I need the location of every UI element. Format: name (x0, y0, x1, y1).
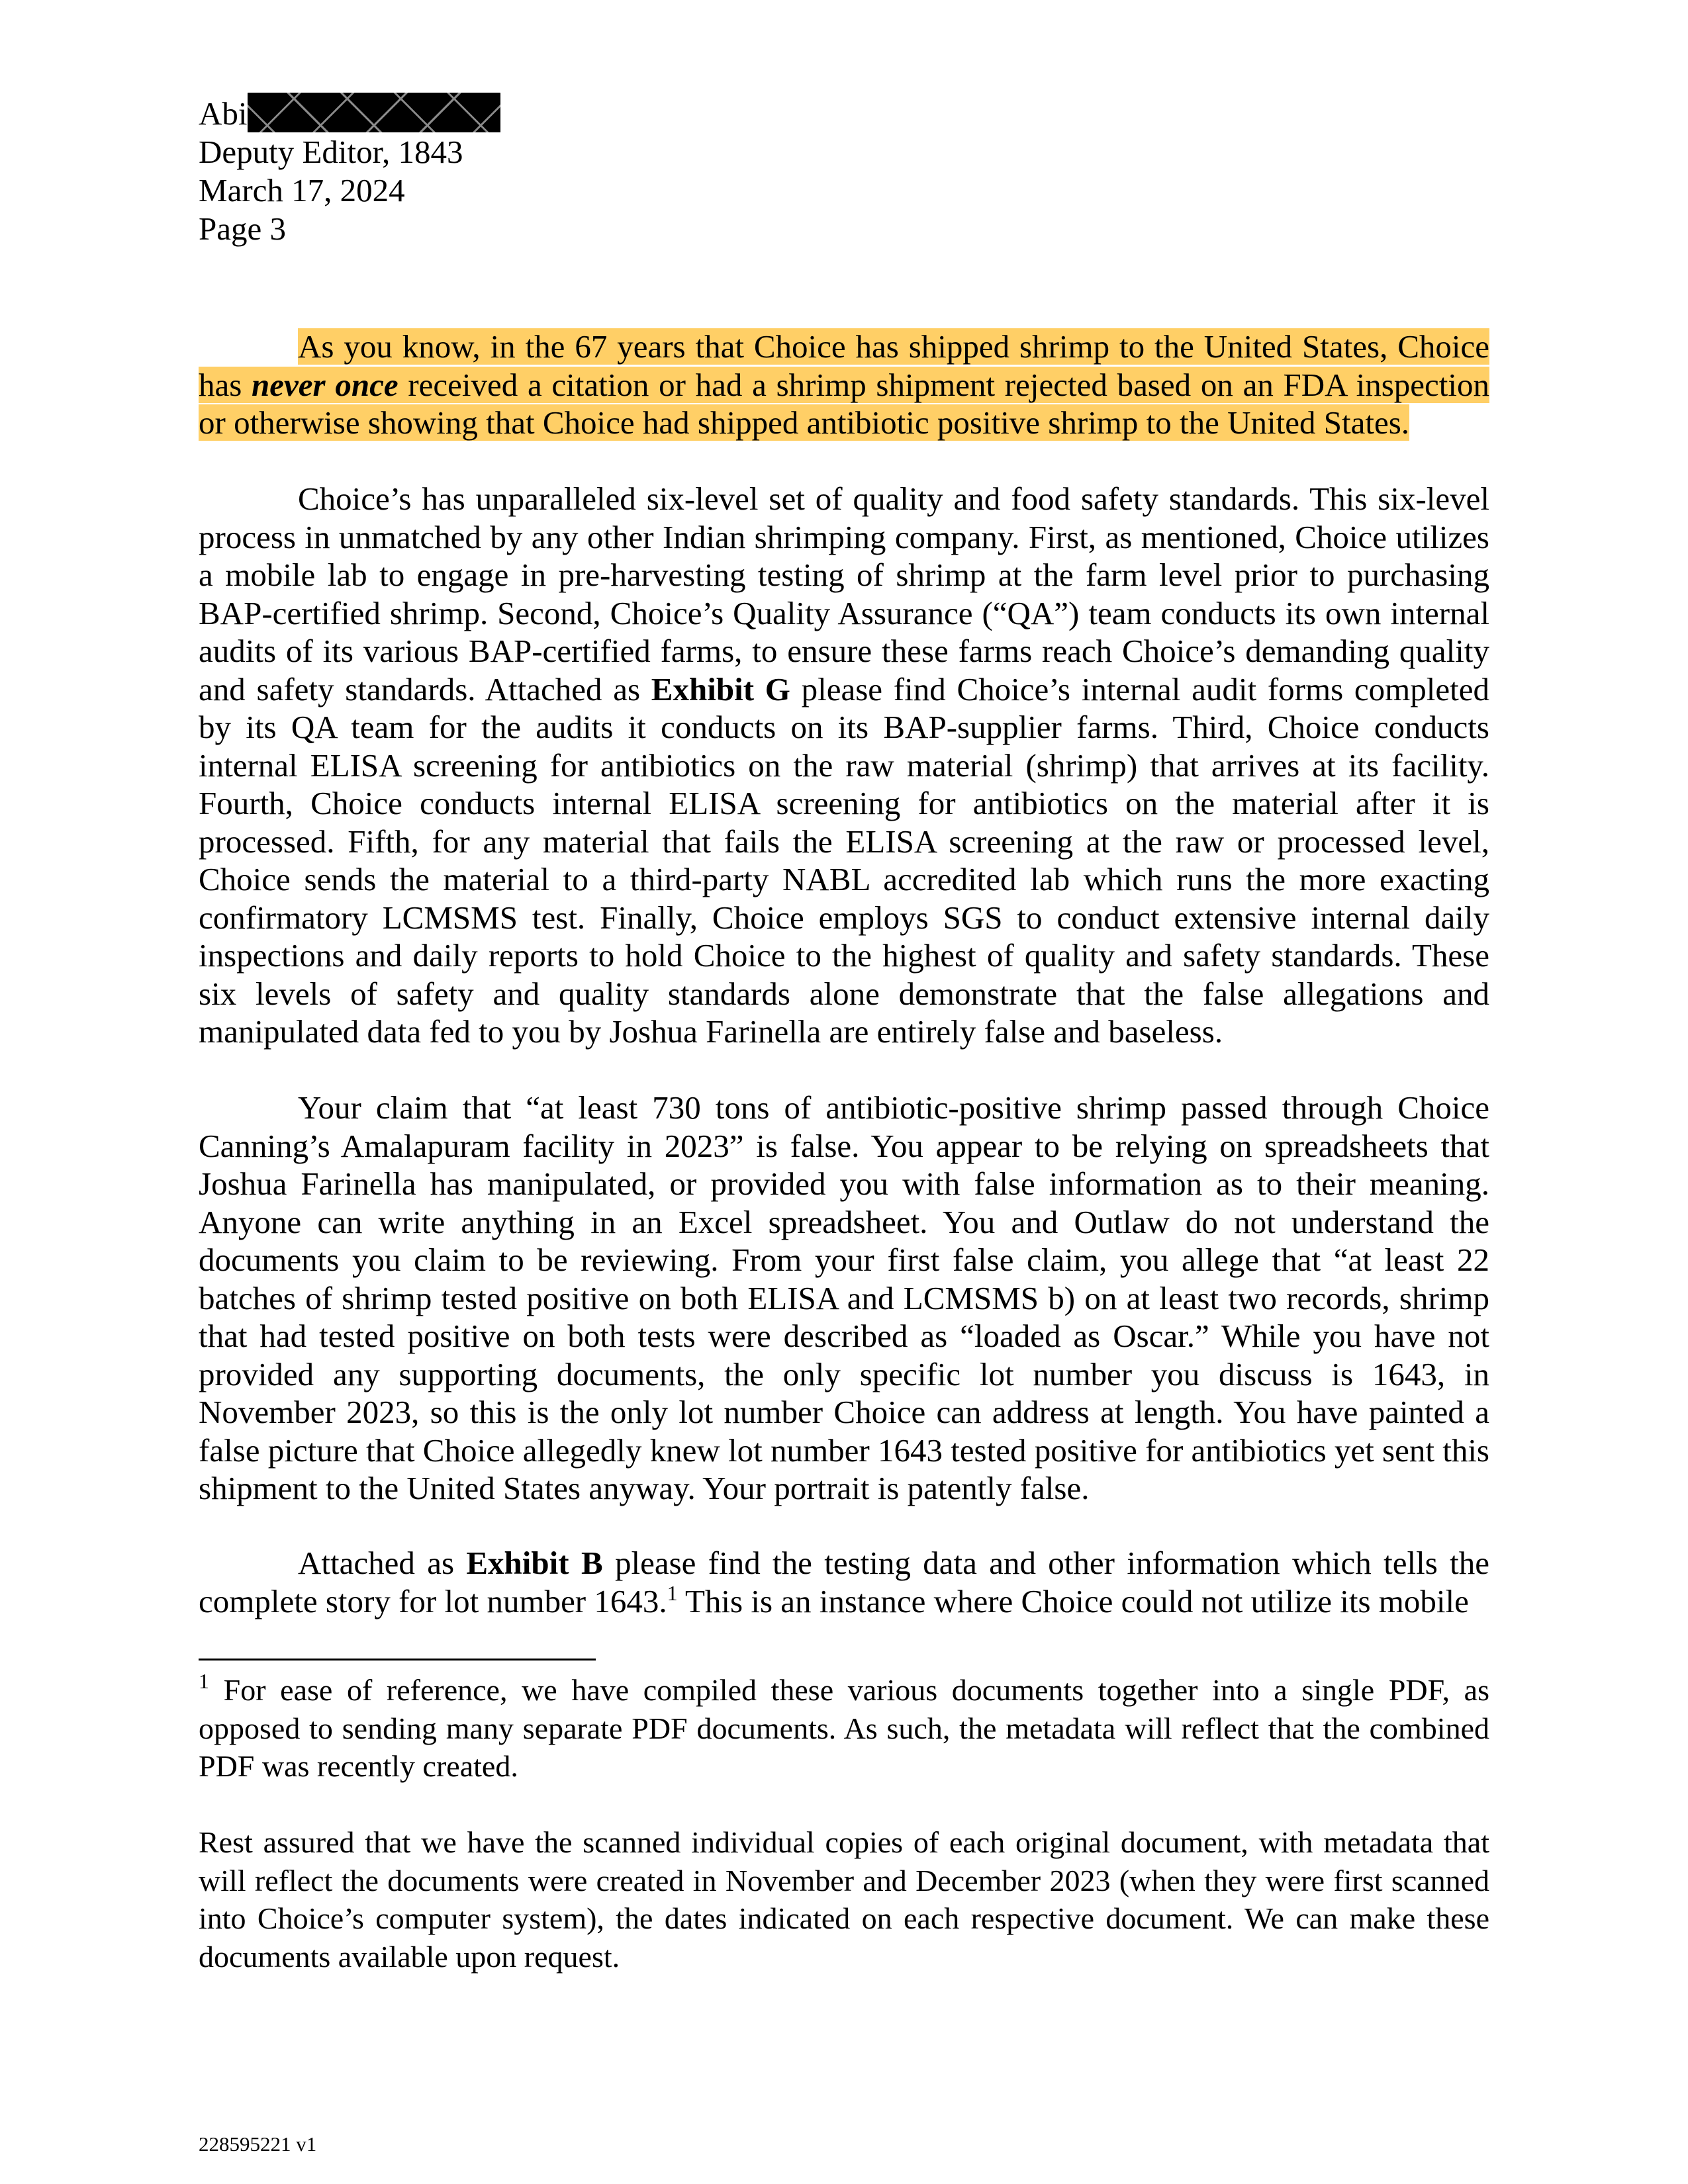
exhibit-b-label: Exhibit B (466, 1545, 603, 1581)
footnote-mark: 1 (199, 1669, 209, 1693)
recipient-title: Deputy Editor, 1843 (199, 134, 463, 170)
letter-date: March 17, 2024 (199, 172, 405, 208)
recipient-name (199, 93, 500, 133)
recipient-name-text: Abi (199, 95, 248, 132)
document-id: 228595221 v1 (199, 2132, 317, 2156)
paragraph-quality-standards: Choice’s has unparalleled six-level set of quality and food safety standards. This six-level process in unmatched by any other Indian shrimping company. First, as mentioned, Choice utilizes a mobile lab to engage in pre-harvesting testing of shrimp at the farm level prior to purchasing BAP-certified shrimp. Second, Choice’s Quality Assurance (“QA”) team conducts its own internal audits of its various BAP-certified farms, to ensure these farms reach Choice’s demanding quality and safety standards. Attached as Exhibit G please find Choice’s internal audit forms completed by its QA team for the audits it conducts on its BAP-supplier farms. Third, Choice conducts internal ELISA screening for antibiotics on the raw material (shrimp) that arrives at its facility. Fourth, Choice conducts internal ELISA screening for antibiotics on the material after it is processed. Fifth, for any material that fails the ELISA screening at the raw or processed level, Choice sends the material to a third-party NABL accredited lab which runs the more exacting confirmatory LCMSMS test. Finally, Choice employs SGS to conduct extensive internal daily inspections and daily reports to hold Choice to the highest of quality and safety standards. These six levels of safety and quality standards alone demonstrate that the false allegations and manipulated data fed to you by Joshua Farinella are entirely false and baseless. (199, 480, 1489, 1050)
page-number: Page 3 (199, 210, 286, 247)
redaction-block (248, 93, 500, 132)
paragraph-exhibit-b: Attached as Exhibit B please find the testing data and other information which tells the complete story for lot number 1643.$^1$ This is an instance where Choice could not utilize its mobile (199, 1545, 1489, 1619)
letter-header (199, 93, 500, 248)
exhibit-g-label: Exhibit G (651, 670, 790, 707)
footnote-1-continued: Rest assured that we have the scanned individual copies of each original document, with metadata that will reflect the documents were created in November and December 2023 (when they were first scanned into Choice’s computer system), the dates indicated on each respective document. We can make these documents available upon request. (199, 1825, 1489, 1974)
paragraph-claim-rebuttal: Your claim that “at least 730 tons of antibiotic-positive shrimp passed through Choice Canning’s Amalapuram facility in 2023” is false. You appear to be relying on spreadsheets that Joshua Farinella has manipulated, or provided you with false information as to their meaning. Anyone can write anything in an Excel spreadsheet. You and Outlaw do not understand the documents you claim to be reviewing. From your first false claim, you allege that “at least 22 batches of shrimp tested positive on both ELISA and LCMSMS b) on at least two records, shrimp that had tested positive on both tests were described as “loaded as Oscar.” While you have not provided any supporting documents, the only specific lot number you discuss is 1643, in November 2023, so this is the only lot number Choice can address at length. You have painted a false picture that Choice allegedly knew lot number 1643 tested positive for antibiotics yet sent this shipment to the United States anyway. Your portrait is patently false. (199, 1089, 1489, 1506)
highlighted-text: As you know, in the 67 years that Choice has shipped shrimp to the United States, Choice has never once received a citation or had a shrimp shipment rejected based on an FDA inspection or otherwise showing that Choice had shipped antibiotic positive shrimp to the United States. (199, 328, 1489, 441)
document-page (199, 93, 1489, 2171)
footnote-separator (199, 1659, 596, 1661)
footnote-reference: 1 (667, 1580, 678, 1605)
footnote-1: $^1$ For ease of reference, we have compiled these various documents together into a single PDF, as opposed to sending many separate PDF documents. As such, the metadata will reflect that the combined PDF was recently created. (199, 1669, 1489, 1783)
paragraph-highlighted (199, 328, 1489, 442)
emphasis-never-once: never once (252, 366, 399, 403)
